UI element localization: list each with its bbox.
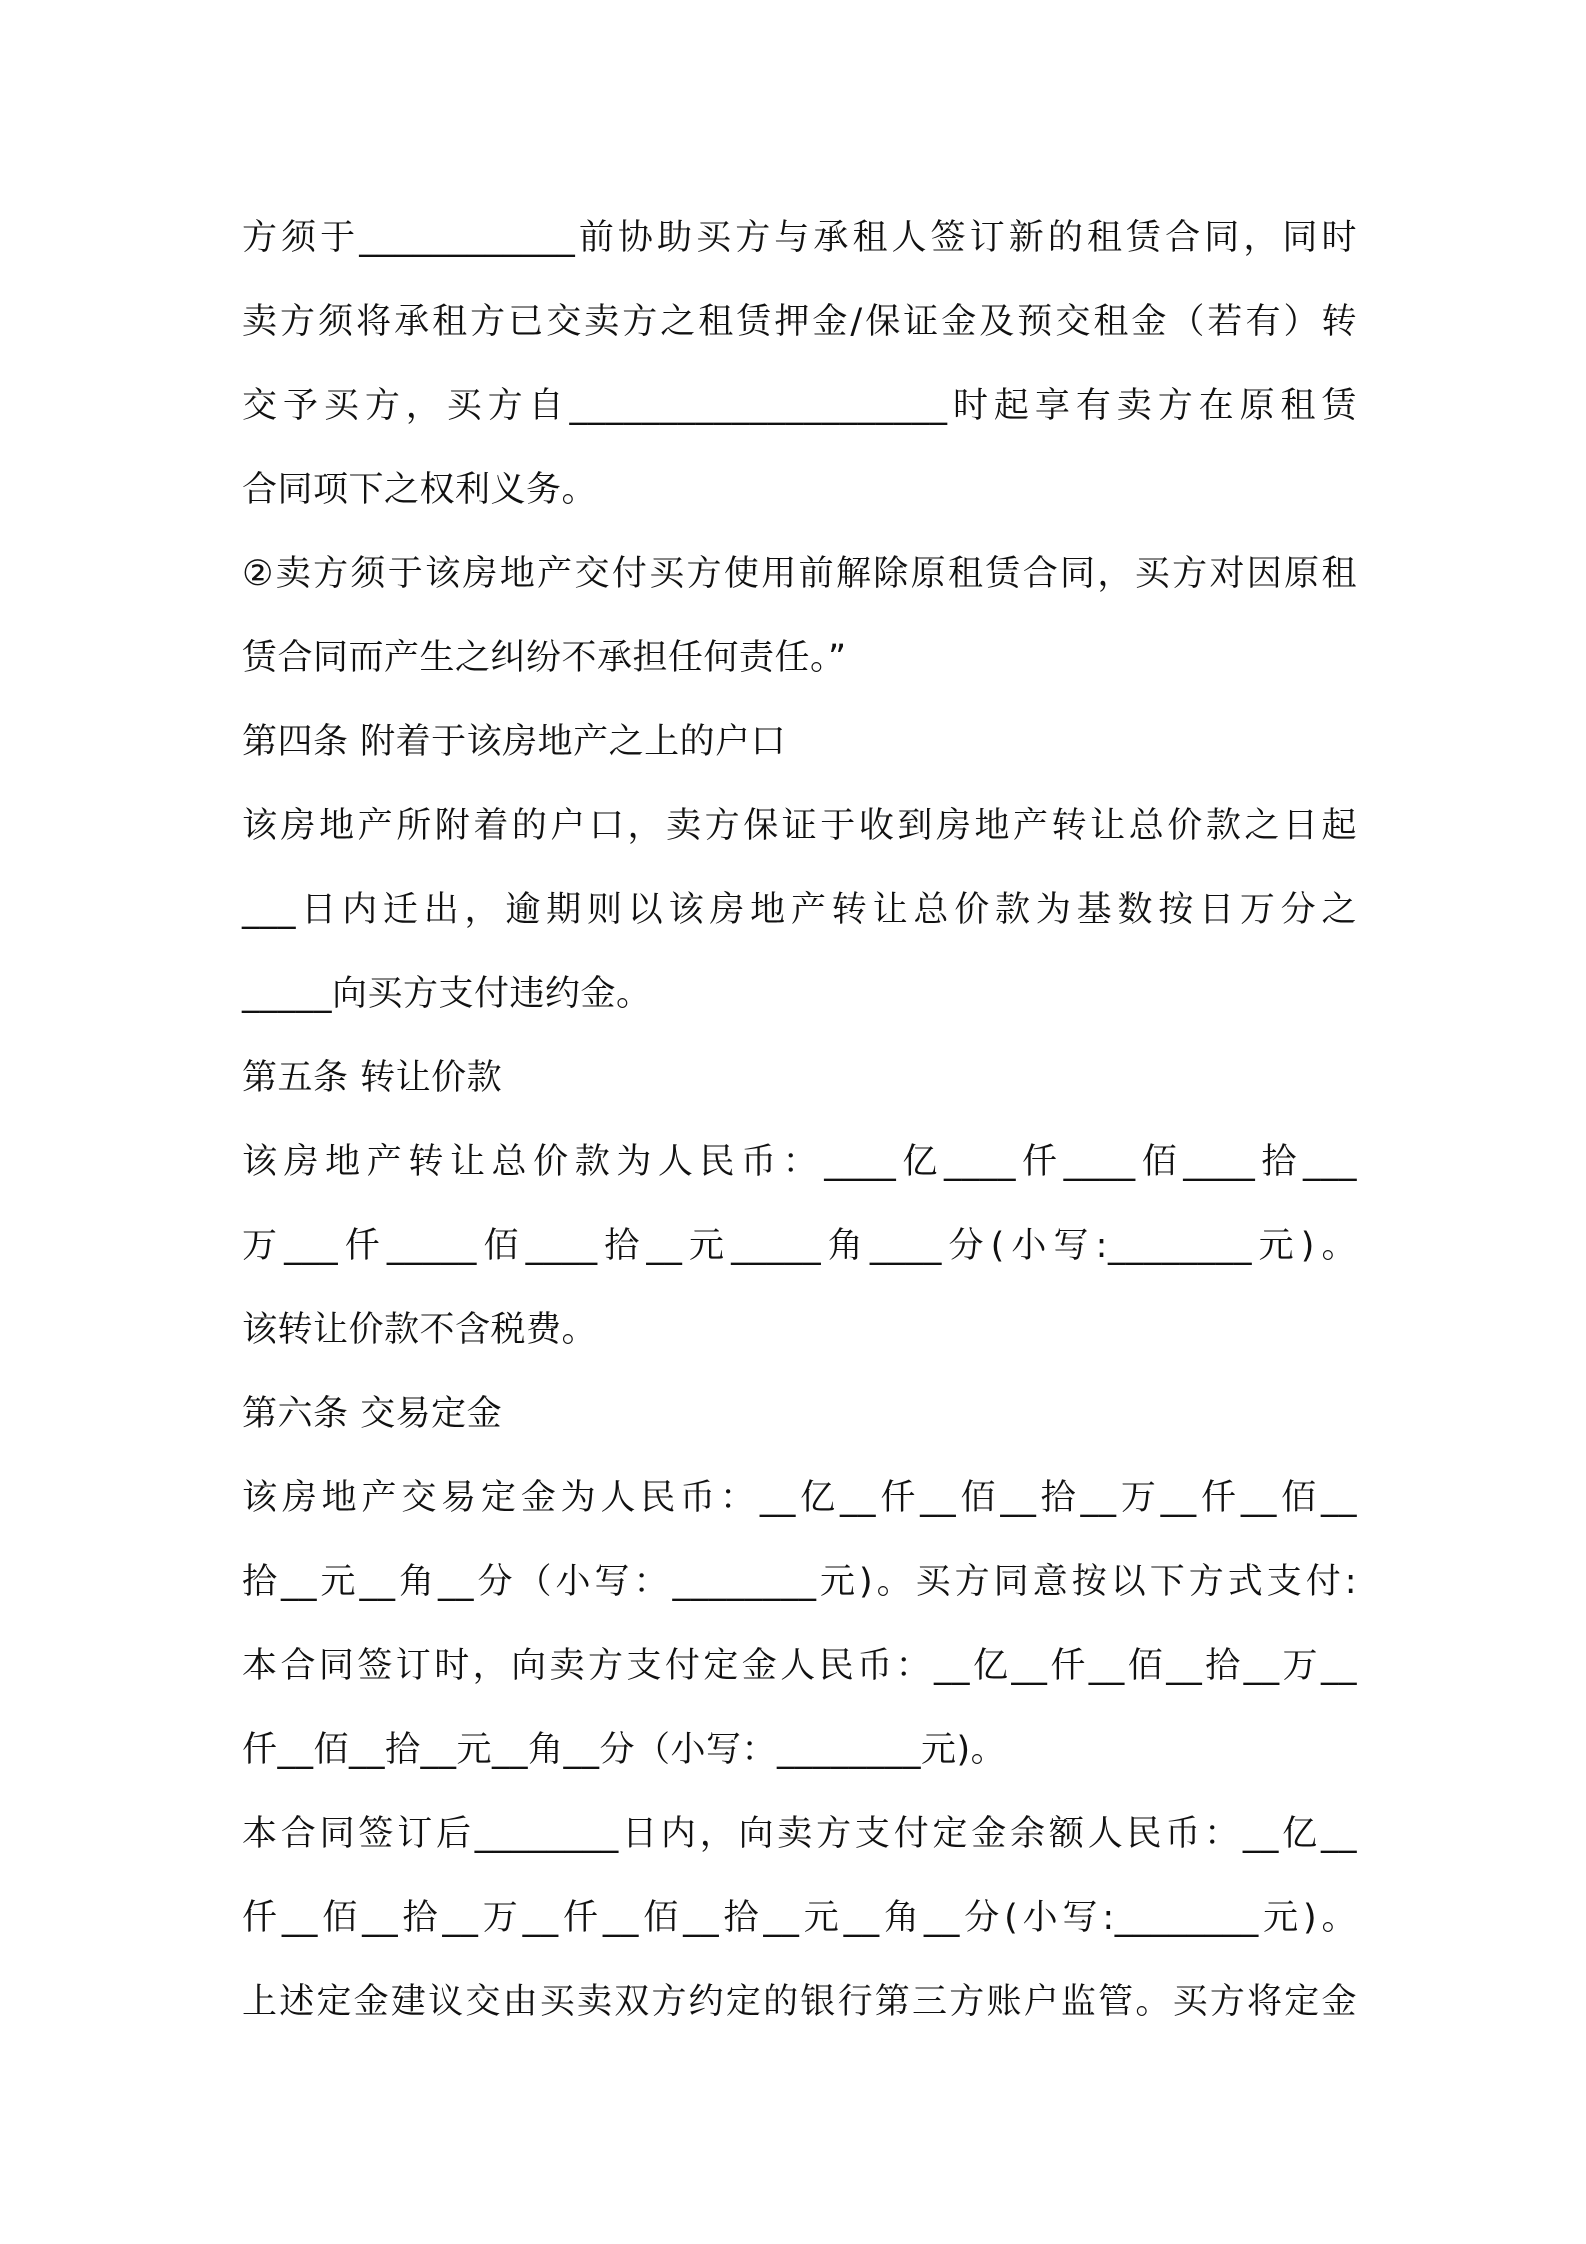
text-line-22: 上述定金建议交由买卖双方约定的银行第三方账户监管。买方将定金	[242, 1982, 1357, 2022]
text-line-1: 方须于____________前协助买方与承租人签订新的租赁合同，同时	[242, 218, 1357, 258]
text-line-17: 拾__元__角__分（小写：________元)。买方同意按以下方式支付:	[242, 1562, 1357, 1602]
text-line-5: ②卖方须于该房地产交付买方使用前解除原租赁合同，买方对因原租	[242, 554, 1357, 594]
text-line-18: 本合同签订时，向卖方支付定金人民币：__亿__仟__佰__拾__万__	[242, 1646, 1357, 1686]
text-line-10: _____向买方支付违约金。	[242, 974, 652, 1014]
text-line-2: 卖方须将承租方已交卖方之租赁押金/保证金及预交租金（若有）转	[242, 302, 1357, 342]
article-six-heading: 第六条 交易定金	[242, 1394, 503, 1434]
text-line-14: 该转让价款不含税费。	[242, 1310, 598, 1350]
text-line-21: 仟__佰__拾__万__仟__佰__拾__元__角__分(小写:________元)。	[242, 1898, 1357, 1938]
text-line-4: 合同项下之权利义务。	[242, 470, 598, 510]
text-line-6: 赁合同而产生之纠纷不承担任何责任。”	[242, 638, 847, 678]
text-line-19: 仟__佰__拾__元__角__分（小写：________元)。	[242, 1730, 1007, 1770]
text-line-8: 该房地产所附着的户口，卖方保证于收到房地产转让总价款之日起	[242, 806, 1357, 846]
text-line-12: 该房地产转让总价款为人民币：____亿____仟____佰____拾___	[242, 1142, 1357, 1182]
text-line-13: 万___仟_____佰____拾__元_____角____分(小写:________元)。	[242, 1226, 1357, 1266]
text-line-3: 交予买方，买方自_____________________时起享有卖方在原租赁	[242, 386, 1357, 426]
contract-text	[242, 196, 1357, 2044]
article-five-heading: 第五条 转让价款	[242, 1058, 503, 1098]
text-line-9: ___日内迁出，逾期则以该房地产转让总价款为基数按日万分之	[242, 890, 1357, 930]
text-line-16: 该房地产交易定金为人民币：__亿__仟__佰__拾__万__仟__佰__	[242, 1478, 1357, 1518]
text-line-20: 本合同签订后________日内，向卖方支付定金余额人民币：__亿__	[242, 1814, 1357, 1854]
article-four-heading: 第四条 附着于该房地产之上的户口	[242, 722, 787, 762]
